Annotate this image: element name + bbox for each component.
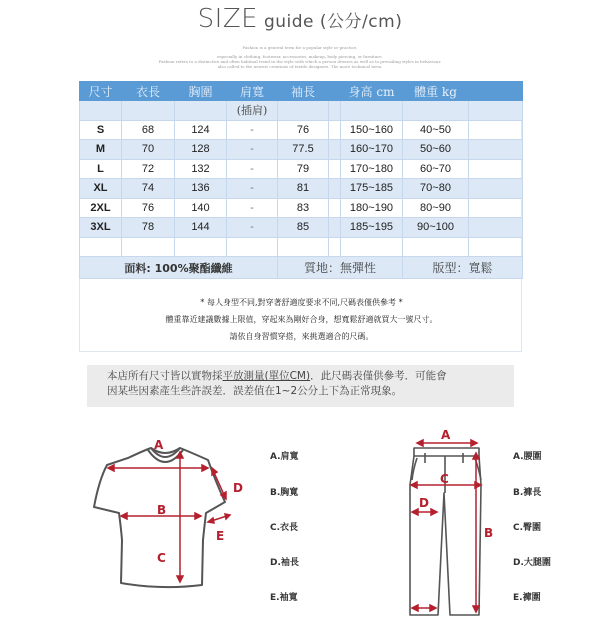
measurement-disclaimer: 本店所有尺寸皆以實物採平放測量(單位CM)．此尺碼表僅供參考．可能會 因某些因素產生些許誤差．誤差值在1~2公分上下為正常現象。 (87, 365, 514, 407)
note-line-3: 請依自身習慣穿搭，來挑選適合的尺碼。 (229, 332, 374, 341)
shirt-legend-b: B.胸寬 (270, 488, 299, 498)
shirt-legend-a: A.肩寬 (270, 452, 299, 462)
table-row: 2XL 76 140 - 83 180~190 80~90 (80, 198, 523, 218)
material-row (80, 257, 523, 279)
pants-legend-d: D.大腿圍 (513, 558, 551, 568)
shirt-marker-a: A (154, 440, 164, 452)
fit-notes (80, 294, 523, 345)
shirt-legend-e: E.袖寬 (270, 593, 298, 603)
pants-marker-b: B (484, 526, 494, 540)
shirt-diagram-icon (85, 440, 260, 615)
col-header-height: 身高 cm (341, 82, 403, 101)
col-header-length: 衣長 (122, 82, 175, 101)
shirt-marker-c: C (157, 551, 166, 565)
table-row-empty (80, 237, 523, 257)
table-row: XL 74 136 - 81 175~185 70~80 (80, 179, 523, 199)
col-header-size: 尺寸 (80, 82, 122, 101)
table-row: S 68 124 - 76 150~160 40~50 (80, 120, 523, 140)
texture-cell: 質地：無彈性 (278, 257, 403, 279)
pants-legend-a: A.腰圍 (513, 452, 542, 462)
col-header-weight: 體重 kg (403, 82, 469, 101)
shirt-legend-d: D.袖長 (270, 558, 299, 568)
shirt-marker-d: D (233, 481, 243, 495)
table-header-row (80, 82, 523, 101)
pants-marker-a: A (441, 428, 451, 442)
tagline-1: Fashion is a general term for a popular style or practice, (242, 45, 358, 50)
pants-legend-e: E.褲圍 (513, 593, 541, 603)
pants-legend-c: C.臀圍 (513, 523, 542, 533)
tagline-block (0, 54, 600, 69)
tagline-3: Fashion refers to a distinctive and often habitual trend in the style with which a person dresses as well as to prevailing styles in behaviour. (158, 59, 442, 64)
tagline-2: especially in clothing, footwear, accessories, makeup, body piercing, or furniture. (217, 54, 383, 59)
title-guide: guide (公分/cm) (258, 12, 403, 32)
pants-marker-c: C (440, 472, 449, 486)
shirt-legend-c: C.衣長 (270, 523, 299, 533)
col-header-chest: 胸圍 (175, 82, 227, 101)
table-row: M 70 128 - 77.5 160~170 50~60 (80, 140, 523, 160)
table-subheader-row (80, 101, 523, 121)
col-header-sleeve: 袖長 (278, 82, 329, 101)
col-header-spacer (329, 82, 341, 101)
col-header-empty (469, 82, 523, 101)
subheader-raglan: (插肩) (227, 101, 278, 121)
material-cell: 面料: 100%聚酯纖維 (80, 257, 278, 279)
shirt-marker-e: E (216, 529, 225, 543)
note-line-1: * 每人身型不同,對穿著舒適度要求不同,尺碼表僅供參考 * (200, 298, 403, 307)
page-title (0, 4, 600, 34)
tagline-4: also called to the newest creations of textile designers. The more technical term. (217, 64, 383, 69)
table-row: 3XL 78 144 - 85 185~195 90~100 (80, 218, 523, 238)
fit-cell: 版型：寬鬆 (403, 257, 523, 279)
col-header-shoulder: 肩寬 (227, 82, 278, 101)
note-line-2: 體重靠近建議數據上限值，穿起來為剛好合身，想寬鬆舒適就買大一號尺寸。 (165, 315, 438, 324)
pants-legend-b: B.褲長 (513, 488, 542, 498)
size-table (79, 81, 523, 279)
size-table-container (79, 81, 522, 352)
pants-diagram-icon (395, 425, 505, 620)
measurement-unit-underlined: 平放測量(單位CM) (222, 370, 311, 382)
table-row: L 72 132 - 79 170~180 60~70 (80, 159, 523, 179)
title-size: SIZE (197, 4, 259, 34)
shirt-marker-b: B (157, 503, 167, 517)
pants-marker-d: D (419, 496, 429, 510)
